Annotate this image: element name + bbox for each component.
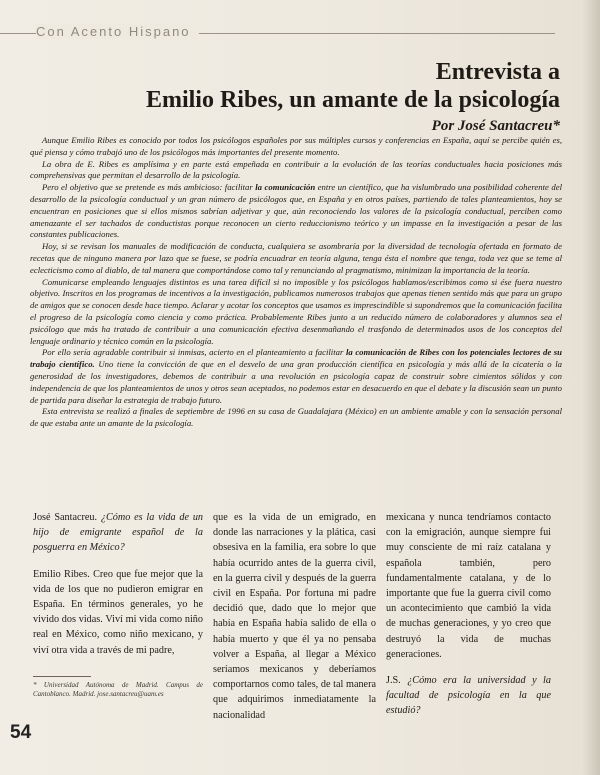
intro-text: Pero el objetivo que se pretende es más ambicioso: facilitar: [42, 182, 256, 193]
question-text: ¿Cómo es la vida de un hijo de emigrante español de la posguerra en México?: [33, 512, 204, 554]
interview-column-1: [33, 510, 203, 699]
article-title-line1: Entrevista a: [435, 59, 560, 85]
interview-column-3: [386, 510, 551, 719]
question-text: ¿Cómo era la universidad y la facultad de psicología en la que estudió?: [386, 675, 551, 717]
section-header: [0, 22, 555, 44]
page-spine-shadow: [582, 0, 600, 775]
intro-paragraph: [30, 347, 562, 406]
intro-paragraph: La obra de E. Ribes es amplísima y en parte está empeñada en contribuir a la evolución de las teorías conductuales hacia posiciones más comprehensivas que permitan el desarrollo de la psicología.: [30, 158, 562, 181]
intro-paragraph: Comunicarse empleando lenguajes distintos es una tarea difícil si no imposible y los psicólogos hablamos/escribimos como si ése fuera nuestro objetivo. Inscritos en los programas de incentivos a la investigación, publicamos numerosos trabajos que apenas tienen sentido más que para un grupo de amigos que se conocen desde hace tiempo. Aclarar y acotar los conceptos que usamos es imprescindible si supondremos que la comunicación facilita el progreso de la psicología como ciencia y como práctica. Probablemente Ribes junto a un reducido número de colaboradores y alumnos sea el psicólogo que más ha tratado de contribuir a una comunicación efectiva desenmañando el trasfondo de determinados usos de los conceptos del lenguaje ordinario y técnico común en la psicología.: [30, 276, 562, 346]
article-byline: Por José Santacreu*: [431, 118, 560, 134]
intro-emphasis: la comunicación de Ribes con los potenciales lectores de su trabajo científico.: [30, 347, 563, 370]
intro-paragraph: Esta entrevista se realizó a finales de septiembre de 1996 en su casa de Guadalajara (México) en un ambiente amable y con la sensación personal de que estaba ante un amante de la psicología.: [30, 406, 562, 429]
article-title-block: [40, 58, 560, 136]
interview-column-2: [213, 510, 376, 723]
article-title-line2: Emilio Ribes, un amante de la psicología: [145, 87, 560, 113]
intro-text: entre un científico, que ha vislumbrado una posibilidad coherente del desarrollo de la psicología conductual y un gran número de psicólogos que, en España y en otros países, partiendo de tales planteamientos, hoy se encuentran en posiciones que si ellos mismos sabrían adjetivar y que, aún reconociendo los valores de la psicología conductual, perciben como amenazante el ser tachados de conductistas porque reconocen un cierto reduccionismo teórico y un impasse en la investigación a pesar de las constantes publicaciones.: [30, 182, 562, 240]
intro-text: Uno tiene la convicción de que en el desvelo de una gran producción científica en psicología y más allá de la cicatería o la generosidad de los investigadores, debemos de contribuir a una revolución en psicología capaz de construir sobre cimientos sólidos y con independencia de que los planteamientos de unos y otros sean aceptados, no podemos estar en desacuerdo en que el debate y la discusión sean un punto de partida para diseñar la estrategia de trabajo futuro.: [30, 359, 563, 405]
answer-speaker: Emilio Ribes.: [33, 568, 90, 580]
intro-paragraph: Hoy, si se revisan los manuales de modificación de conducta, cualquiera se asombraría por la diversidad de tecnología ofertada en formato de recetas que de ninguno manera por lazo que se fuese, se podría encuadrar en teoría alguna, tenga ésta el nombre que tenga, toda vez que se teme al eclecticismo como al diablo, de tal manera que comportándose como tal y renunciando al pragmatismo, minimizan la importancia de la teoría.: [30, 241, 562, 275]
intro-paragraph: Aunque Emilio Ribes es conocido por todos los psicólogos españoles por sus múltiples cursos y conferencias en España, aquí se percibe quién es, qué piensa y cómo trabajó uno de los psicólogos más importantes del presente momento.: [30, 135, 562, 157]
author-footnote: * Universidad Autónoma de Madrid. Campus de Cantoblanco. Madrid. jose.santacreu@uam.es: [33, 680, 203, 698]
interview-question-1: [33, 510, 203, 556]
intro-text: Por ello sería agradable contribuir si inmisas, acierto en el planteamiento a facilitar: [42, 347, 346, 358]
answer-continuation: que es la vida de un emigrado, en donde las narraciones y la plática, casi obsesiva en la familia, era sobre lo que había ocurrido antes de la guerra civil, en la guerra civil y después de la guerra civil en España. Por fortuna mi padre decidió que, dado que lo mejor que había en España había salido de ella o había muerto y que él ya no pensaba volver a España, al llegar a México seríamos mexicanos y deberíamos comportarnos como tales, de tal manera que adquirimos inmediatamente la nacionalidad: [213, 512, 376, 721]
intro-emphasis: la comunicación: [255, 182, 316, 193]
page-number: 54: [10, 722, 32, 743]
answer-continuation: mexicana y nunca tendríamos contacto con la emigración, aunque siempre fui muy consciente de mi raíz catalana y española también, pero fundamentalmente catalana, y de lo importante que fue la guerra civil como un acontecimiento que cambió la vida de muchas generaciones, y yo creo que destruyó la vida de muchas generaciones.: [386, 512, 551, 660]
intro-paragraph: [30, 182, 562, 241]
answer-text: Creo que fue mejor que la vida de los que no pudieron emigrar en España. En términos generales, yo he vivido dos vidas. Viví mi vida como niño real en México, como niño mexicano, y viví otra vida a través de mi padre,: [33, 568, 203, 656]
article-intro: [30, 135, 562, 430]
footnote-rule: [33, 676, 91, 677]
question-speaker: José Santacreu.: [33, 512, 98, 523]
question-speaker: J.S.: [386, 675, 401, 687]
interview-answer-1: [33, 567, 203, 658]
interview-question-2: [386, 673, 551, 719]
section-label: Con Acento Hispano: [36, 24, 199, 39]
